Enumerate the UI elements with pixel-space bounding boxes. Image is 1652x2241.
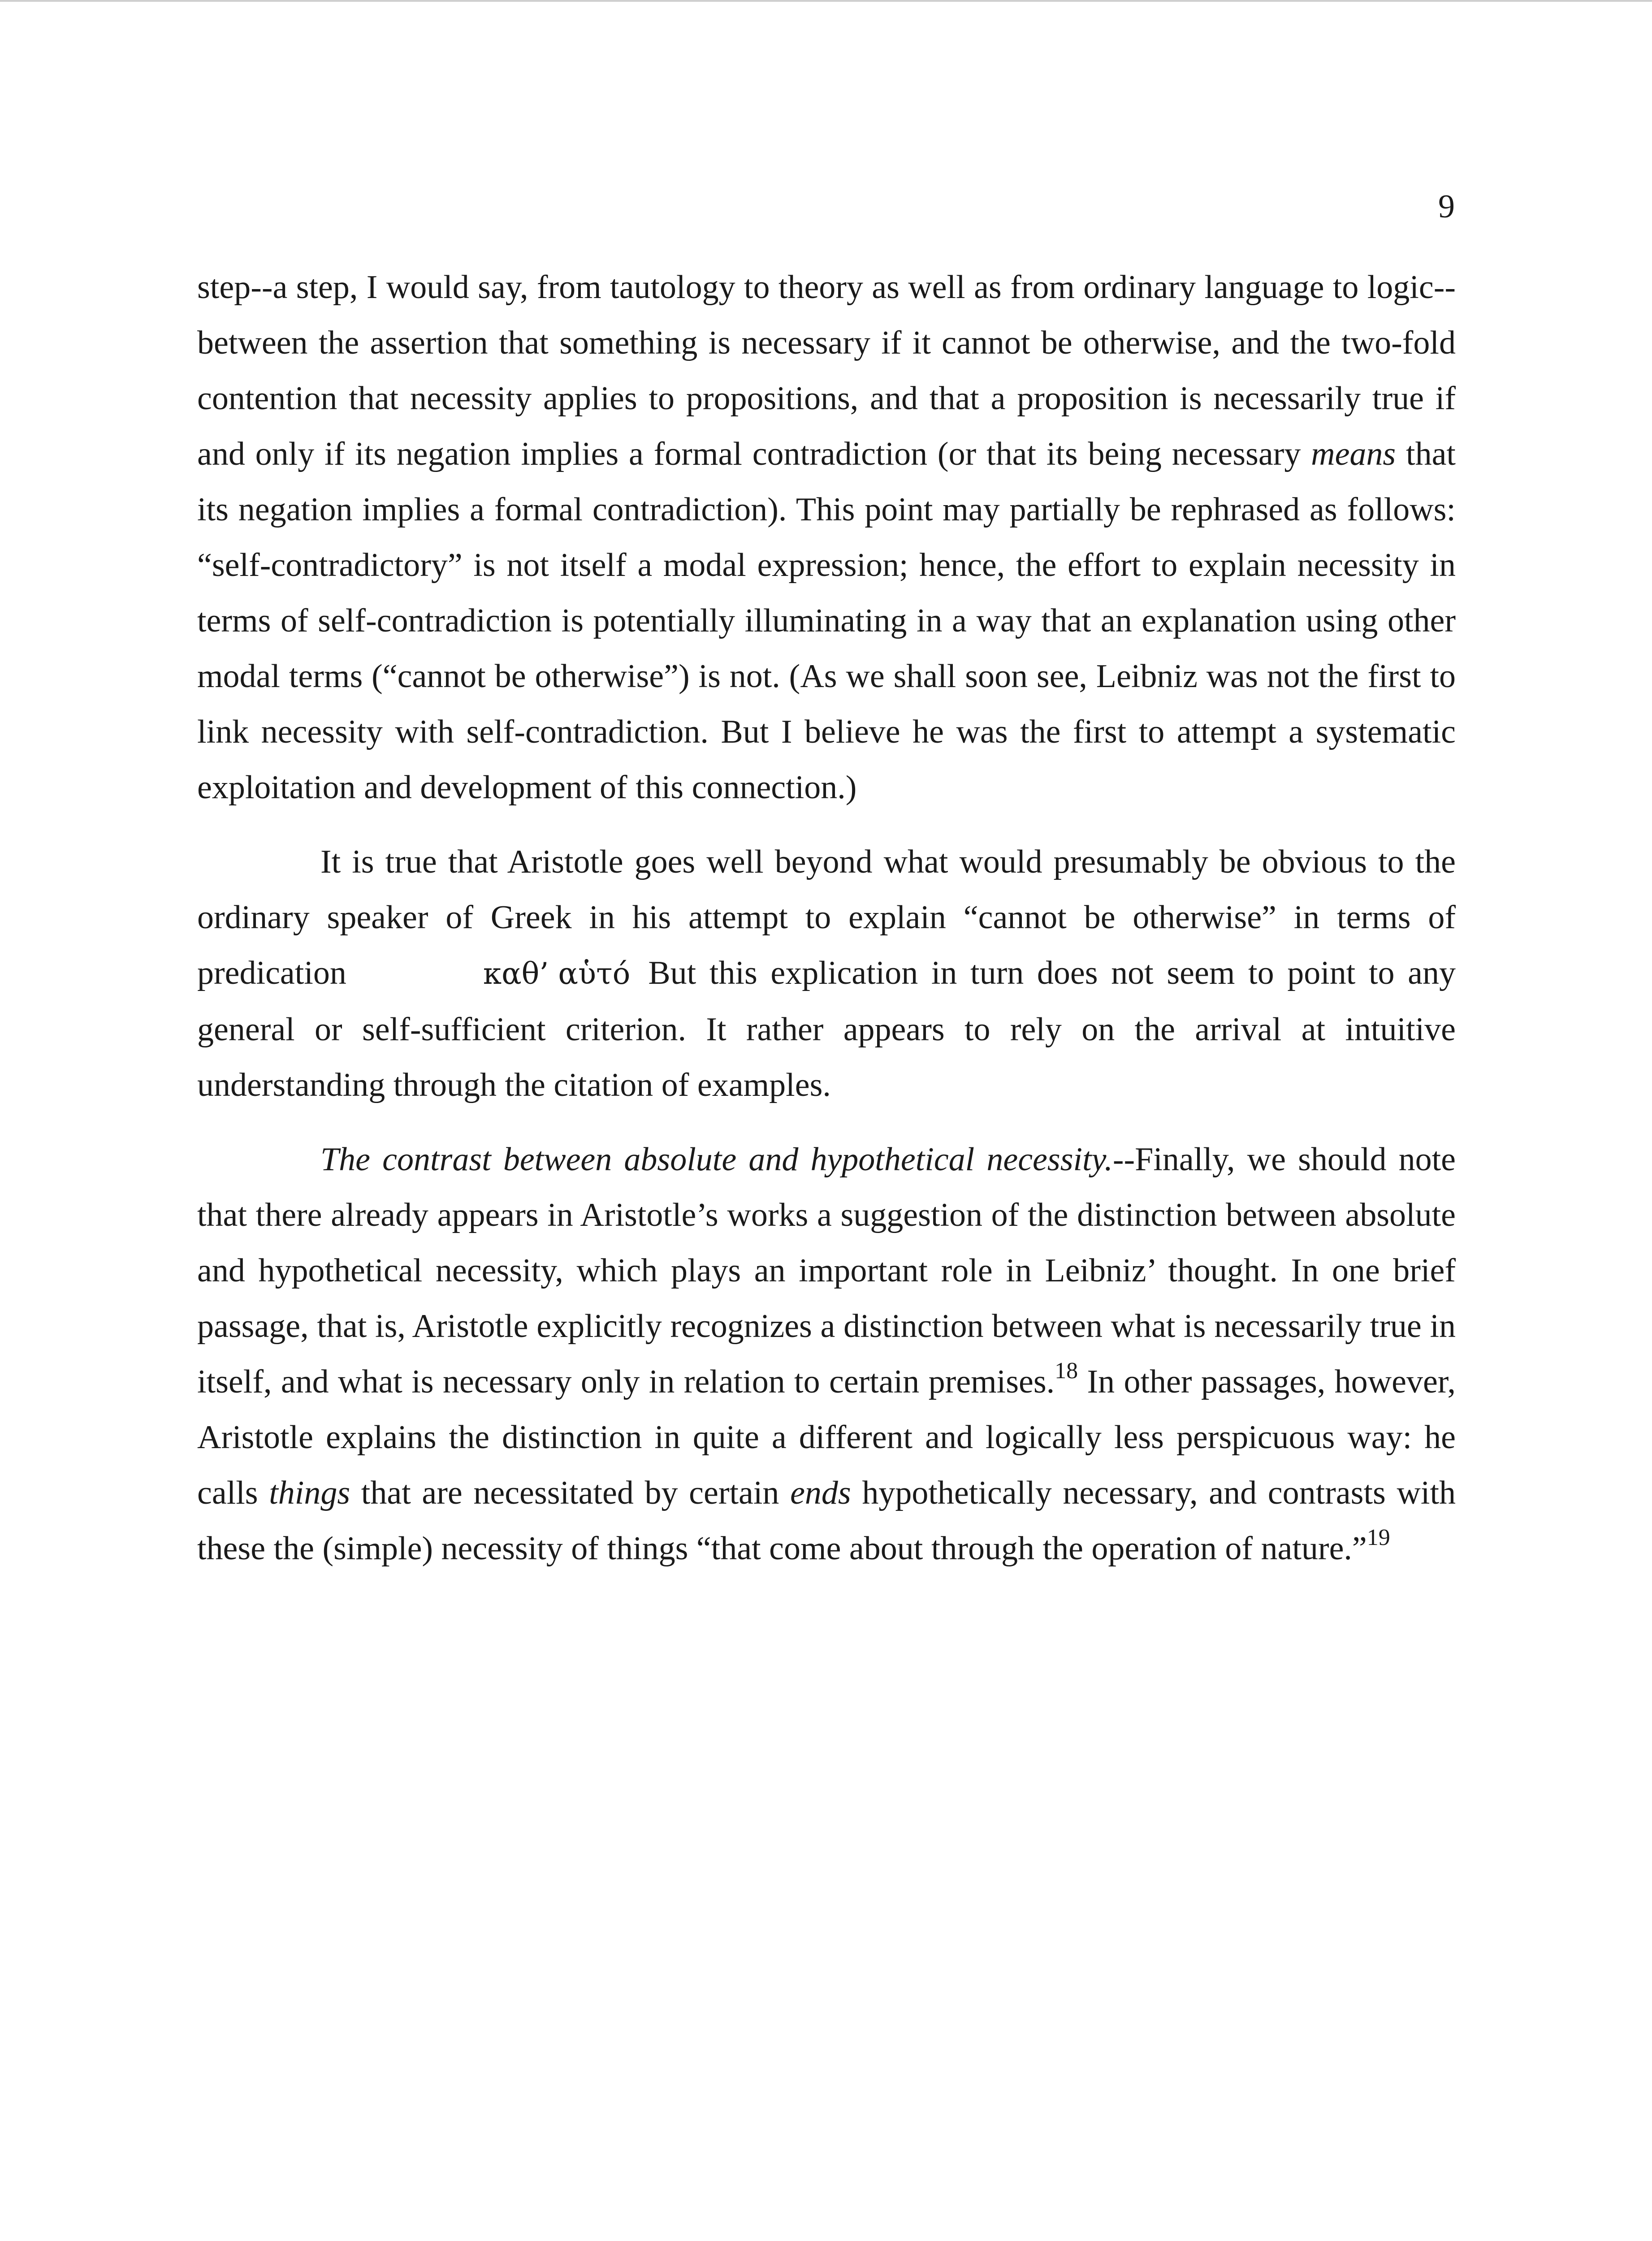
greek-phrase: καθ’ αὑτό [483,956,631,991]
section-heading-inline: The contrast between absolute and hypothetical necessity. [320,1141,1113,1178]
footnote-ref-19[interactable]: 19 [1367,1525,1390,1551]
paragraph-1-text-b: that its negation implies a formal contradiction). This point may partially be rephrased as follows: “self-contradictory” is not itself a modal expression; hence, the effort to explain necessity in terms of self-contradiction is potentially illuminating in a way that an explanation using other modal terms (“cannot be otherwise”) is not. (As we shall soon see, Leibniz was not the first to link necessity with self-contradiction. But I believe he was the first to attempt a systematic exploitation and development of this connection.) [197,436,1456,806]
paragraph-1-text-a: step--a step, I would say, from tautology to theory as well as from ordinary language to logic--between the assertion that something is necessary if it cannot be otherwise, and the two-fold contention that necessity applies to propositions, and that a proposition is necessarily true if and only if its negation implies a formal contradiction (or that its being necessary [197,269,1456,472]
paragraph-3-text-d: hypothetically necessary, and contrasts with these the (simple) necessity of things “that come about through the operation of nature.” [197,1475,1456,1567]
paragraph-3-text-c: that are necessitated by certain [350,1475,791,1511]
paragraph-3-text-a: --Finally, we should note that there already appears in Aristotle’s works a suggestion of the distinction between absolute and hypothetical necessity, which plays an important role in Leibniz’ thought. In one brief passage, that is, Aristotle explicitly recognizes a distinction between what is necessarily true in itself, and what is necessary only in relation to certain premises. [197,1141,1456,1400]
paragraph-3 [197,1132,1456,1576]
emphasis-things: things [269,1475,350,1511]
page-number: 9 [1438,188,1455,225]
body-text [197,260,1456,1595]
footnote-ref-18[interactable]: 18 [1055,1358,1078,1384]
paragraph-1 [197,260,1456,815]
paragraph-2 [197,834,1456,1113]
paragraph-2-text-a: It is true that Aristotle goes well beyond what would presumably be obvious to the ordinary speaker of Greek in his attempt to explain “cannot be otherwise” in terms of predication [197,844,1456,991]
emphasis-ends: ends [790,1475,851,1511]
paragraph-2-text-b: But this explication in turn does not seem to point to any general or self-sufficient criterion. It rather appears to rely on the arrival at intuitive understanding through the citation of examples. [197,955,1456,1103]
paragraph-3-text-b: In other passages, however, Aristotle explains the distinction in quite a different and logically less perspicuous way: he calls [197,1363,1456,1511]
emphasis-means: means [1311,436,1396,472]
